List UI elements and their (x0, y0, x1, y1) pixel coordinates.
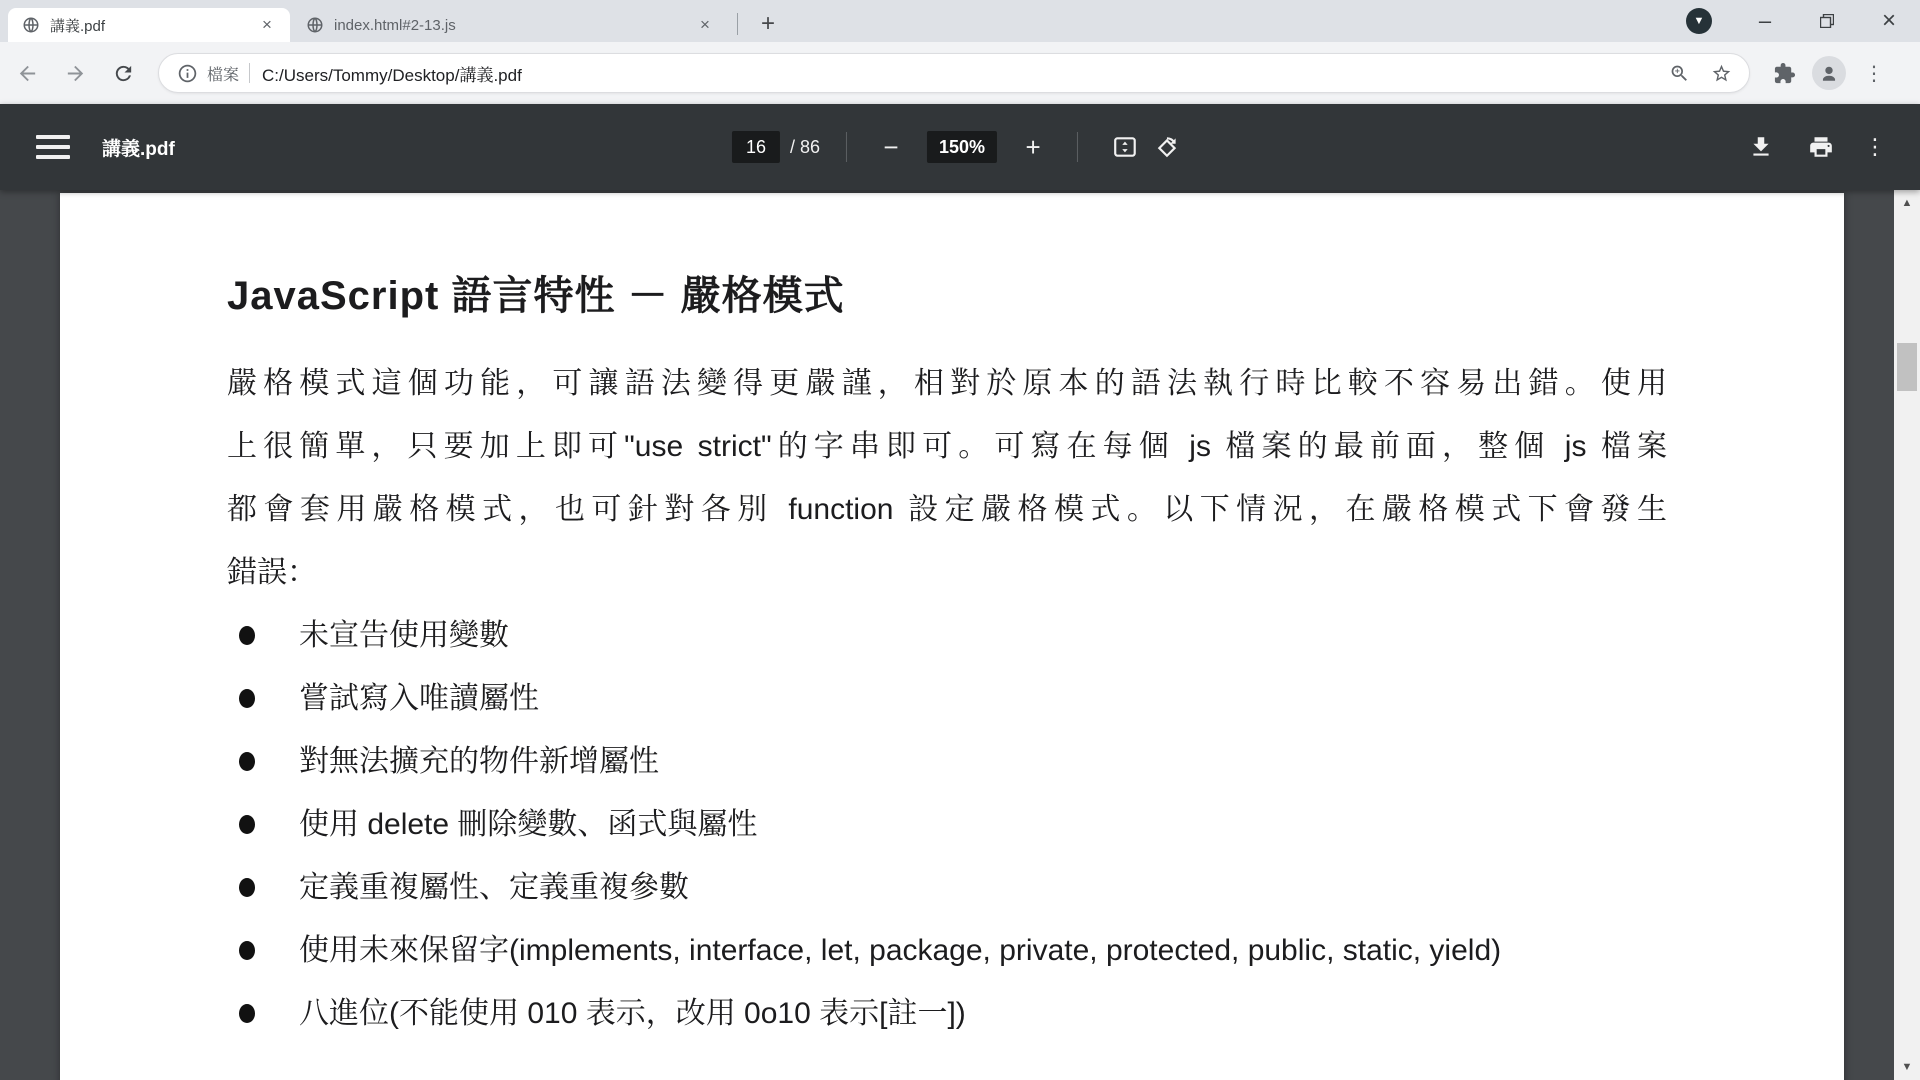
profile-avatar[interactable] (1812, 56, 1846, 90)
tab-title: index.html#2-13.js (334, 16, 456, 34)
new-tab-button[interactable]: + (760, 10, 775, 37)
tab-index-js[interactable] (292, 8, 728, 42)
print-button[interactable] (1800, 126, 1842, 168)
rotate-button[interactable] (1146, 126, 1188, 168)
scrollbar-thumb[interactable] (1897, 343, 1917, 391)
pdf-center-controls (732, 126, 1188, 168)
browser-menu-button[interactable]: ⋮ (1864, 62, 1884, 85)
window-controls (1686, 0, 1920, 42)
tab-separator (737, 13, 738, 35)
page-total-label: / 86 (789, 136, 820, 157)
back-button[interactable] (6, 52, 48, 94)
paragraph-line: 嚴格模式這個功能，可讓語法變得更嚴謹，相對於原本的語法執行時比較不容易出錯。使用 (227, 367, 1667, 400)
globe-favicon-icon (22, 16, 40, 34)
browser-toolbar (0, 42, 1920, 104)
extensions-button[interactable] (1764, 53, 1804, 93)
bullet-icon (239, 752, 255, 771)
bullet-icon (239, 815, 255, 834)
download-icon (1748, 134, 1774, 160)
restore-icon (1820, 14, 1834, 28)
pdf-more-menu-button[interactable]: ⋮ (1864, 134, 1886, 159)
bookmark-star-icon[interactable] (1709, 61, 1733, 85)
tab-title: 講義.pdf (50, 17, 106, 35)
list-item: 定義重複屬性、定義重複參數 (239, 856, 1667, 919)
document-paragraph (227, 352, 1667, 604)
pdf-document-title: 講義.pdf (102, 138, 175, 160)
bullet-icon (239, 878, 255, 897)
url-text[interactable]: C:/Users/Tommy/Desktop/講義.pdf (262, 65, 522, 85)
list-item: 使用未來保留字(implements, interface, let, package, private, protected, public, static, yield) (239, 919, 1667, 982)
list-item: 對無法擴充的物件新增屬性 (239, 730, 1667, 793)
zoom-out-button[interactable]: − (883, 131, 899, 162)
page-number-input[interactable]: 16 (732, 131, 780, 163)
pdf-page-content (60, 193, 1667, 1045)
person-icon (1816, 60, 1842, 86)
tab-close-icon[interactable]: × (262, 15, 272, 34)
forward-arrow-icon (64, 62, 87, 85)
reload-icon (112, 62, 135, 85)
scrollbar[interactable] (1894, 190, 1920, 1080)
zoom-page-icon[interactable] (1667, 61, 1691, 85)
info-icon[interactable] (175, 61, 199, 85)
address-bar[interactable] (158, 53, 1750, 93)
download-button[interactable] (1740, 126, 1782, 168)
list-item: 嘗試寫入唯讀屬性 (239, 667, 1667, 730)
reload-button[interactable] (102, 52, 144, 94)
fit-page-icon (1112, 134, 1138, 160)
back-arrow-icon (16, 62, 39, 85)
pdf-page (60, 193, 1844, 1080)
bullet-icon (239, 626, 255, 645)
paragraph-line: 錯誤： (227, 556, 317, 589)
paragraph-line: 都會套用嚴格模式，也可針對各別 function 設定嚴格模式。以下情況，在嚴格模式下會發生 (227, 493, 1667, 526)
tab-strip (0, 0, 1920, 42)
omnibox-divider (249, 63, 250, 83)
pdf-viewer (0, 190, 1920, 1080)
pdf-right-controls (1740, 126, 1890, 168)
list-item: 未宣告使用變數 (239, 604, 1667, 667)
paragraph-line: 上很簡單，只要加上即可"use strict"的字串即可。可寫在每個 js 檔案的最前面，整個 js 檔案 (227, 430, 1667, 463)
globe-favicon-icon (306, 16, 324, 34)
scroll-down-icon[interactable]: ▼ (1901, 1061, 1913, 1073)
list-item: 使用 delete 刪除變數、函式與屬性 (239, 793, 1667, 856)
print-icon (1808, 134, 1834, 160)
close-window-button[interactable]: × (1881, 7, 1896, 34)
pdf-menu-button[interactable] (36, 135, 70, 159)
scroll-up-icon[interactable]: ▲ (1901, 197, 1913, 209)
bullet-list (227, 604, 1667, 1045)
bullet-icon (239, 1004, 255, 1023)
fit-page-button[interactable] (1104, 126, 1146, 168)
tab-close-icon[interactable]: × (700, 15, 710, 34)
zoom-in-button[interactable]: + (1025, 131, 1041, 162)
minimize-button[interactable]: – (1758, 8, 1772, 33)
forward-button[interactable] (54, 52, 96, 94)
rotate-icon (1154, 134, 1180, 160)
bullet-icon (239, 941, 255, 960)
browser-update-icon[interactable]: ▼ (1686, 8, 1712, 34)
list-item: 八進位(不能使用 010 表示，改用 0o10 表示[註一]) (239, 982, 1667, 1045)
zoom-level-display[interactable]: 150% (927, 131, 997, 163)
puzzle-icon (1773, 62, 1796, 85)
toolbar-divider (1077, 132, 1078, 162)
toolbar-divider (846, 132, 847, 162)
file-scheme-chip: 檔案 (207, 66, 240, 84)
bullet-icon (239, 689, 255, 708)
document-heading: JavaScript 語言特性 － 嚴格模式 (227, 274, 845, 318)
tab-pdf[interactable] (8, 8, 290, 42)
restore-button[interactable] (1796, 0, 1858, 42)
toolbar-right-group (1764, 53, 1894, 93)
pdf-toolbar (0, 104, 1920, 190)
